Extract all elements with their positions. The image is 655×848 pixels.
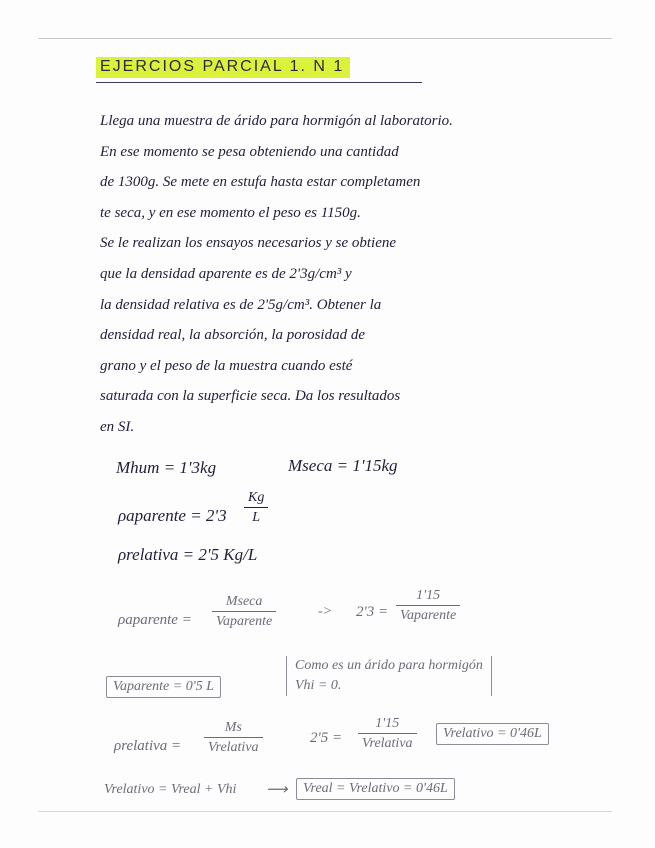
problem-line: Llega una muestra de árido para hormigón al laboratorio. xyxy=(100,113,453,129)
eq2-fraction-2 xyxy=(358,716,417,752)
eq1-fraction-2 xyxy=(396,588,460,624)
eq1-numerator: Mseca xyxy=(225,594,263,609)
eq2-fraction xyxy=(204,720,263,756)
fraction-bar xyxy=(212,611,276,612)
given-mass-humid: Mhum = 1'3kg xyxy=(116,458,217,477)
fraction-bar xyxy=(244,507,268,508)
note-line: Vhi = 0. xyxy=(295,678,342,693)
eq1-denominator-2: Vaparente xyxy=(400,608,457,623)
eq2-lhs: ρrelativa = xyxy=(114,738,182,754)
note-line: Como es un árido para hormigón xyxy=(295,658,483,673)
unit-denominator: L xyxy=(252,510,261,525)
eq2-value: 2'5 = xyxy=(310,730,343,746)
problem-line: En ese momento se pesa obteniendo una cantidad xyxy=(100,143,399,160)
eq2-numerator: Ms xyxy=(224,720,242,735)
eq3-lhs: Vrelativo = Vreal + Vhi xyxy=(104,782,237,797)
result-apparent-volume: Vaparente = 0'5 L xyxy=(106,676,221,698)
given-relative-density: ρrelativa = 2'5 Kg/L xyxy=(118,545,258,564)
problem-line: que la densidad aparente es de 2'3g/cm³ y xyxy=(100,265,352,282)
fraction-bar xyxy=(204,737,263,738)
unit-numerator: Kg xyxy=(248,490,265,505)
given-mass-dry: Mseca = 1'15kg xyxy=(288,456,398,475)
eq2-numerator-2: 1'15 xyxy=(375,716,400,731)
page-bottom-edge xyxy=(38,811,612,812)
problem-line: en SI. xyxy=(100,418,135,435)
problem-line: grano y el peso de la muestra cuando esté xyxy=(100,357,353,374)
title-area xyxy=(96,56,350,78)
eq1-value: 2'3 = xyxy=(356,604,389,620)
problem-line: densidad real, la absorción, la porosidad de xyxy=(100,327,365,344)
given-apparent-density: ρaparente = 2'3 xyxy=(118,506,227,525)
eq1-lhs: ρaparente = xyxy=(118,612,192,628)
eq2-denominator: Vrelativa xyxy=(208,740,259,755)
eq1-fraction xyxy=(212,594,276,630)
problem-line: la densidad relativa es de 2'5g/cm³. Obtener la xyxy=(100,296,382,313)
eq1-numerator-2: 1'15 xyxy=(416,588,441,603)
problem-line: te seca, y en ese momento el peso es 1150g. xyxy=(100,204,361,221)
title-underline xyxy=(96,82,422,83)
exercise-title-highlighted: EJERCIOS PARCIAL 1. N 1 xyxy=(96,57,350,78)
apparent-density-unit xyxy=(244,490,268,526)
aggregate-note xyxy=(286,656,492,696)
fraction-bar xyxy=(358,733,417,734)
problem-statement xyxy=(100,106,580,443)
eq1-denominator: Vaparente xyxy=(216,614,273,629)
problem-line: Se le realizan los ensayos necesarios y se obtiene xyxy=(100,235,397,252)
eq2-denominator-2: Vrelativa xyxy=(362,736,413,751)
problem-line: de 1300g. Se mete en estufa hasta estar completamen xyxy=(100,174,421,191)
implies-arrow: ⟶ xyxy=(266,782,288,798)
page-top-edge xyxy=(38,38,612,39)
fraction-bar xyxy=(396,605,460,606)
result-real-volume: Vreal = Vrelativo = 0'46L xyxy=(296,778,455,800)
eq1-arrow: -> xyxy=(318,604,333,619)
result-relative-volume: Vrelativo = 0'46L xyxy=(436,723,549,745)
problem-line: saturada con la superficie seca. Da los resultados xyxy=(100,388,401,405)
